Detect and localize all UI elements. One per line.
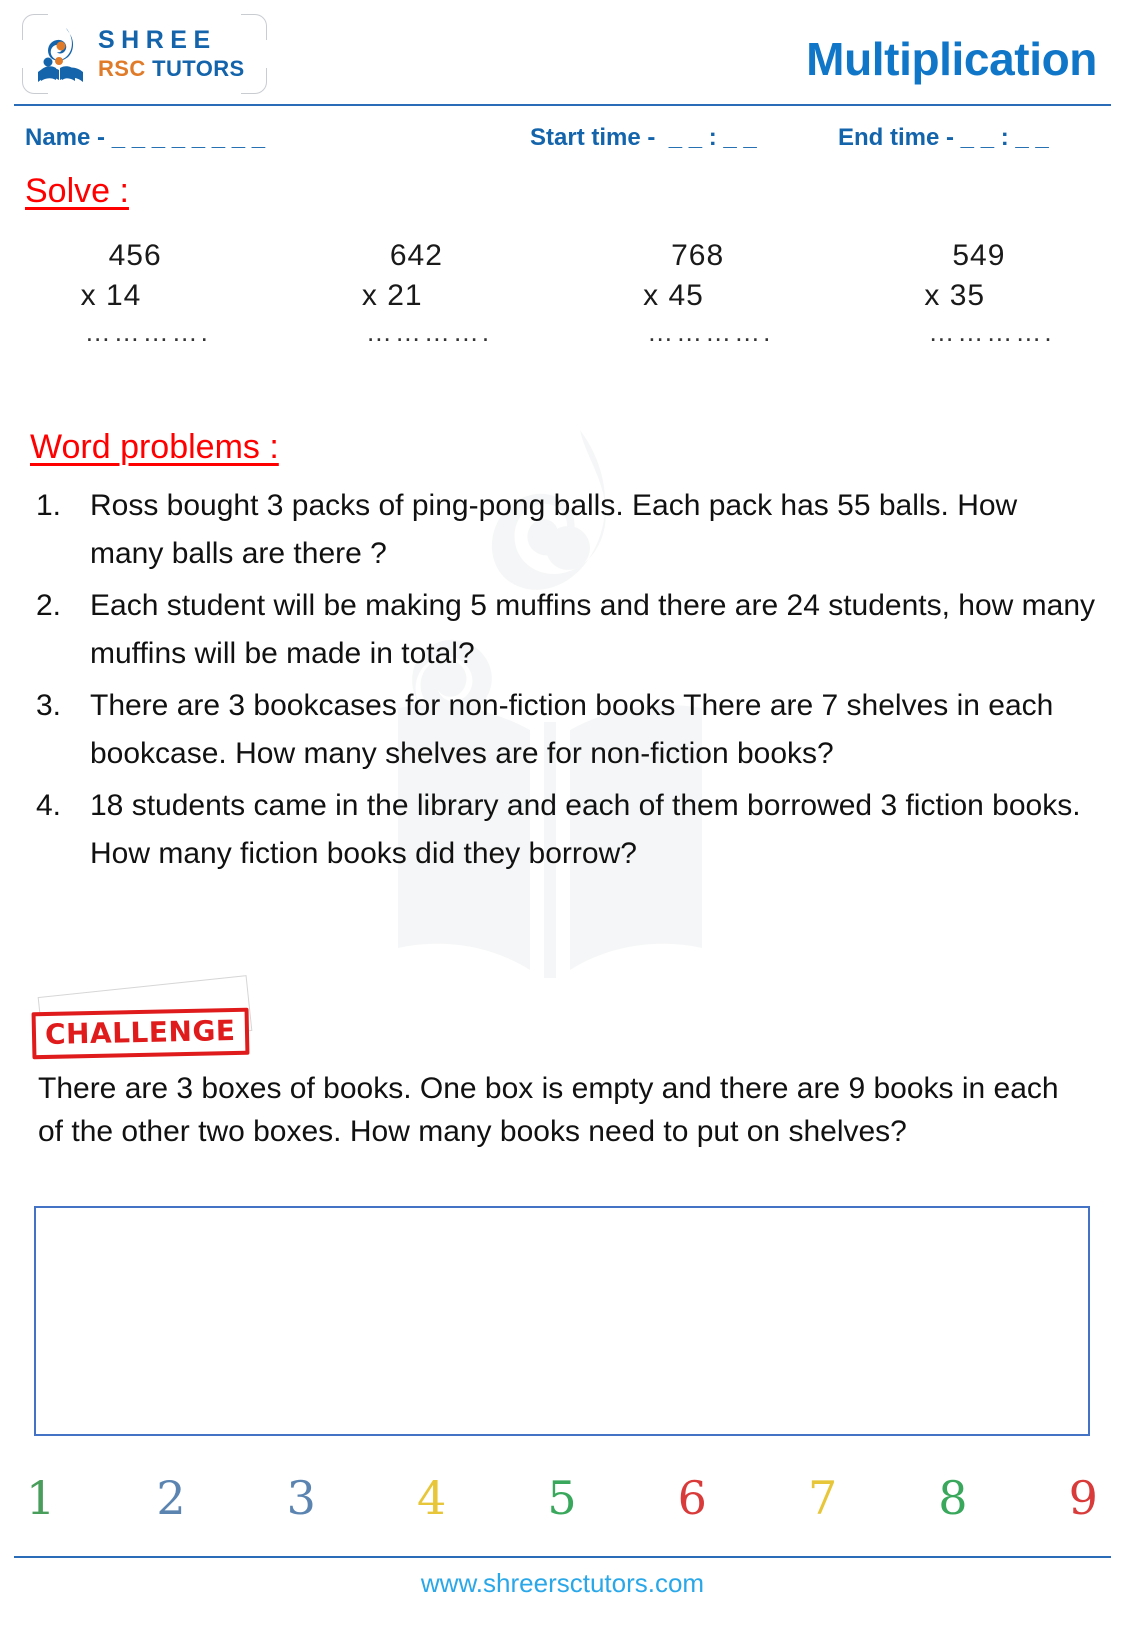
- list-item: [36, 682, 1096, 778]
- number-strip-item-1: 1: [26, 1471, 56, 1525]
- problem-number: 2.: [36, 589, 62, 622]
- sum-top-number: 768: [671, 239, 725, 272]
- sum-problem: [0, 236, 281, 356]
- end-time-field-label[interactable]: End time - _ _ : _ _: [838, 124, 1049, 151]
- start-time-field-label[interactable]: Start time - _ _ : _ _: [530, 124, 757, 151]
- number-strip-item-6: 6: [677, 1471, 707, 1525]
- number-strip-item-9: 9: [1068, 1471, 1098, 1525]
- logo-brand-top: SHREE: [98, 26, 217, 54]
- problem-text: There are 3 bookcases for non-fiction books There are 7 shelves in each bookcase. How many shelves are for non-fiction books?: [90, 689, 1054, 770]
- sum-problem: [844, 236, 1125, 356]
- logo-brand-tutors: TUTORS: [145, 56, 245, 81]
- sum-bottom-number: x 14: [80, 278, 142, 312]
- logo-wordmark: [98, 28, 245, 80]
- number-strip-item-2: 2: [156, 1471, 186, 1525]
- worksheet-header: [0, 0, 1125, 106]
- problem-text: 18 students came in the library and each of them borrowed 3 fiction books. How many fiction books did they borrow?: [90, 789, 1081, 870]
- sum-top-number: 549: [952, 239, 1006, 272]
- problem-text: Ross bought 3 packs of ping-pong balls. Each pack has 55 balls. How many balls are there ?: [90, 489, 1018, 570]
- sum-answer-dots[interactable]: ………….: [647, 317, 774, 348]
- problem-number: 4.: [36, 789, 62, 822]
- sum-problem: [281, 236, 562, 356]
- footer-divider: [14, 1556, 1111, 1558]
- logo-brand-bottom: [98, 58, 245, 80]
- list-item: [36, 482, 1096, 578]
- logo-corner-bottom-left: [22, 68, 48, 94]
- challenge-stamp: [32, 1008, 249, 1060]
- word-problems-heading: Word problems :: [30, 428, 279, 466]
- number-strip-item-7: 7: [807, 1471, 838, 1525]
- footer-website-url[interactable]: www.shreersctutors.com: [420, 1568, 705, 1598]
- sum-bottom-number: x 21: [361, 278, 423, 312]
- number-strip-item-3: 3: [286, 1471, 316, 1525]
- logo-brand-rsc: RSC: [98, 56, 146, 81]
- logo-corner-bottom-right: [241, 68, 267, 94]
- challenge-question-text: There are 3 boxes of books. One box is empty and there are 9 books in each of the other two boxes. How many books need to put on shelves?: [38, 1072, 1059, 1148]
- logo: [22, 14, 267, 94]
- word-problems-list: [36, 482, 1096, 882]
- problem-text: Each student will be making 5 muffins and there are 24 students, how many muffins will be made in total?: [90, 589, 1096, 670]
- meta-row: [0, 124, 1125, 164]
- number-strip-item-4: 4: [416, 1471, 447, 1525]
- problem-number: 3.: [36, 689, 62, 722]
- sum-problem: [563, 236, 844, 356]
- solve-problems-row: [0, 236, 1125, 356]
- problem-number: 1.: [36, 489, 62, 522]
- list-item: [36, 582, 1096, 678]
- number-strip-item-8: 8: [938, 1471, 968, 1525]
- number-strip: [26, 1462, 1098, 1534]
- header-divider: [14, 104, 1111, 106]
- sum-top-number: 456: [108, 239, 162, 272]
- sum-answer-dots[interactable]: ………….: [365, 317, 493, 348]
- logo-corner-top-left: [22, 14, 48, 40]
- sum-bottom-number: x 45: [643, 278, 704, 312]
- number-strip-item-5: 5: [547, 1471, 577, 1525]
- answer-input-box[interactable]: [34, 1206, 1090, 1436]
- sum-answer-dots[interactable]: ………….: [84, 317, 211, 348]
- list-item: [36, 782, 1096, 878]
- logo-corner-top-right: [241, 14, 267, 40]
- challenge-stamp-label: CHALLENGE: [44, 1014, 236, 1051]
- name-field-label[interactable]: Name - _ _ _ _ _ _ _ _: [25, 124, 266, 151]
- solve-heading: Solve :: [25, 172, 129, 210]
- sum-top-number: 642: [389, 239, 443, 272]
- sum-answer-dots[interactable]: ………….: [928, 317, 1055, 348]
- sum-bottom-number: x 35: [924, 278, 986, 312]
- page-title: Multiplication: [806, 33, 1097, 85]
